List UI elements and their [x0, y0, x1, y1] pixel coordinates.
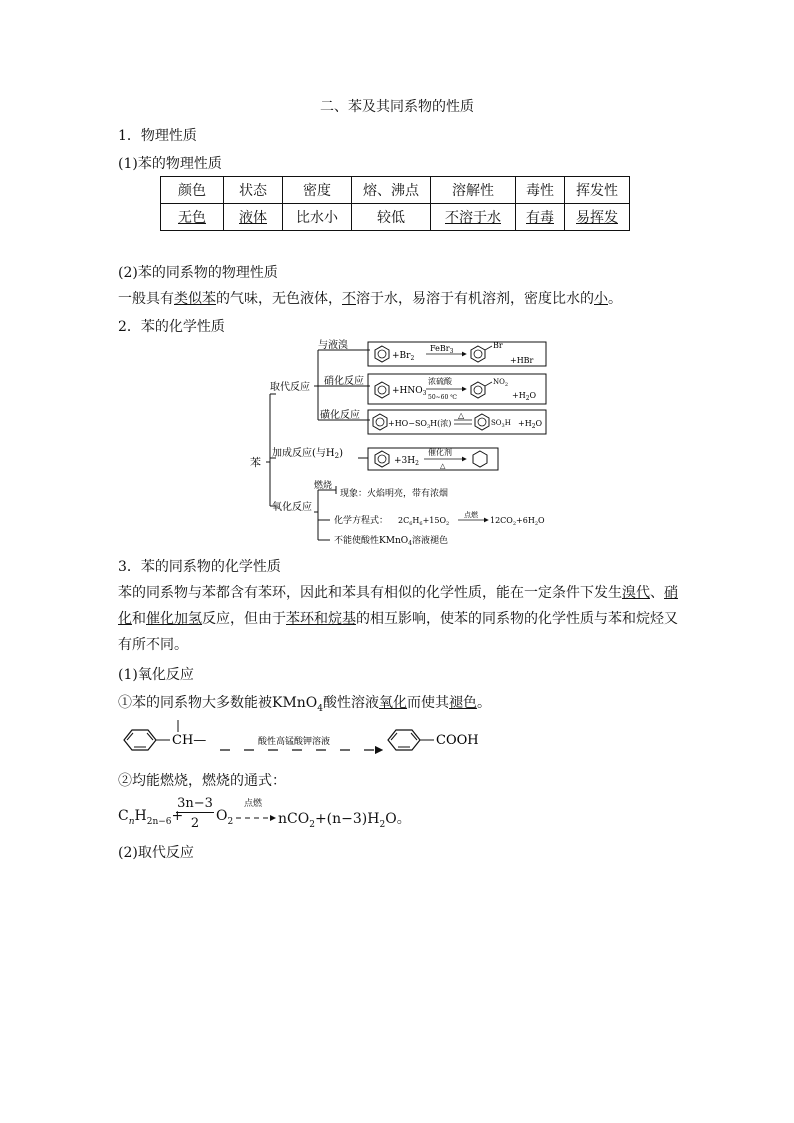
substitution-label: 取代反应 [270, 382, 310, 393]
subscript: 2 [410, 355, 415, 362]
text: 溶液褪色 [411, 536, 448, 546]
table-header-cell: 颜色 [161, 177, 224, 204]
r2-reagent [392, 386, 427, 397]
text: 。 [477, 695, 492, 711]
subscript: 4 [317, 703, 324, 714]
subscript: 6 [419, 521, 423, 527]
combustion-equation-lhs [398, 516, 449, 527]
combustion-condition: 点燃 [464, 511, 478, 519]
text: H [504, 419, 511, 427]
blank-answer: 溴代 [622, 585, 650, 601]
r3-condition-heat: △ [458, 411, 465, 420]
subscript: 2 [415, 460, 419, 467]
table-cell [283, 204, 352, 231]
text: +Br [392, 351, 411, 361]
benzene-ring-icon [373, 414, 387, 430]
text: 苯的同系物与苯都含有苯环，因此和苯具有相似的化学性质，能在一定条件下发生 [118, 585, 622, 601]
fraction-denominator: 2 [190, 816, 200, 831]
r1-byproduct: +HBr [510, 356, 534, 365]
cyclohexane-ring-icon [473, 451, 487, 467]
subscript: 2 [379, 819, 386, 830]
subscript: 2 [525, 395, 530, 402]
text: O [538, 516, 545, 525]
table-header-cell: 状态 [224, 177, 283, 204]
text: 溶于水，易溶于有机溶剂，密度比水的 [356, 291, 594, 307]
combustion-equation-rhs [490, 516, 545, 527]
table-cell: 易挥发 [576, 210, 618, 226]
kmno4-note [334, 534, 448, 547]
text: O [529, 391, 537, 400]
r2-byproduct [512, 391, 537, 402]
heading-physical-properties: 1．物理性质 [118, 128, 197, 144]
table-cell: 无色 [178, 210, 206, 226]
add-condition-heat: △ [440, 462, 446, 470]
text: NO [493, 378, 505, 386]
text: +(n−3)H [314, 811, 380, 827]
text: 和 [132, 611, 146, 627]
subscript: 2 [534, 521, 539, 527]
subscript: n [128, 816, 135, 827]
text: 一般具有 [118, 291, 174, 307]
bromination-label: 与液溴 [318, 340, 348, 351]
oxidation-label: 氧化反应 [272, 502, 312, 513]
blank-answer: 类似苯 [174, 291, 216, 307]
benzene-ring-icon [471, 382, 485, 398]
carboxyl-product: COOH [436, 733, 479, 748]
subscript: 3 [501, 423, 505, 429]
oxidation-paragraph [118, 692, 491, 714]
physical-properties-table [160, 176, 630, 231]
equation-label: 化学方程式： [334, 516, 389, 526]
table-header-row [161, 177, 630, 204]
text: 12CO [490, 516, 513, 525]
text: FeBr [430, 344, 450, 353]
benzene-ring-icon [124, 730, 156, 750]
r3-reagent [388, 418, 451, 430]
dashed-arrow [236, 810, 276, 818]
text: + [171, 808, 184, 824]
benzene-ring-icon [388, 730, 420, 750]
text: +H [518, 419, 532, 428]
table-cell-value: 比水小 [296, 210, 338, 226]
text: H [412, 516, 420, 525]
combustion-phenomenon: 现象：火焰明亮，带有浓烟 [340, 489, 449, 499]
subscript: 2 [531, 423, 536, 430]
table-header-cell: 熔、沸点 [352, 177, 431, 204]
text: 的相互影响，使苯的同系物的化学性质与苯和烷烃又有所不同。 [118, 611, 678, 653]
section-title: 二、苯及其同系物的性质 [320, 99, 474, 115]
text: 2C [398, 516, 410, 525]
text: nCO [278, 811, 310, 827]
subscript: 3 [426, 424, 431, 430]
text: +15O [422, 516, 447, 525]
text: +HO−SO [388, 419, 427, 428]
homologue-chemical-paragraph [118, 580, 678, 658]
table-cell: 较低 [352, 204, 431, 231]
subscript: 2 [227, 816, 234, 827]
nitration-label: 硝化反应 [324, 376, 364, 387]
benzene-ring-icon [375, 451, 389, 467]
sub-heading-substitution: (2)取代反应 [118, 845, 194, 861]
homologue-physical-paragraph [118, 288, 622, 308]
r3-product [491, 419, 511, 429]
heading-homologue-chemical: 3．苯的同系物的化学性质 [118, 559, 281, 575]
r1-reagent [392, 351, 414, 362]
oxidation-condition: 酸性高锰酸钾溶液 [258, 737, 331, 747]
text: 、 [650, 585, 664, 601]
text: 加成反应(与H [272, 448, 335, 459]
ch-group: CH— [172, 733, 207, 748]
table-header-cell: 溶解性 [431, 177, 516, 204]
subscript: 4 [408, 540, 412, 547]
benzene-ring-icon [375, 382, 389, 398]
benzene-reaction-diagram [240, 336, 560, 550]
subscript: 2 [334, 452, 340, 460]
side-chain-oxidation-reaction [114, 716, 514, 760]
subscript: 2n−6 [146, 816, 172, 827]
benzene-ring-icon [475, 414, 489, 430]
blank-answer: 褪色 [449, 695, 478, 711]
heading-chemical-properties: 2．苯的化学性质 [118, 319, 225, 335]
subscript: 3 [449, 348, 454, 355]
combustion-intro: ②均能燃烧，燃烧的通式： [118, 773, 286, 789]
fraction-numerator: 3n−3 [177, 796, 213, 811]
text: 而使其 [407, 695, 450, 711]
text: SO [491, 419, 502, 427]
benzene-ring-icon [375, 346, 389, 362]
table-cell: 有毒 [526, 210, 554, 226]
subscript: 2 [512, 521, 517, 527]
oxygen [216, 808, 233, 827]
text: 。 [608, 291, 622, 307]
r1-product: Br [493, 341, 503, 350]
text: 的气味，无色液体， [216, 291, 342, 307]
subscript: 3 [422, 390, 427, 397]
text: O。 [385, 811, 411, 827]
table-header-cell: 挥发性 [565, 177, 630, 204]
text: O [535, 419, 543, 428]
sulfonation-label: 磺化反应 [320, 410, 360, 421]
blank-answer: 不 [342, 291, 356, 307]
text: H [134, 808, 147, 824]
table-header-cell: 毒性 [516, 177, 565, 204]
diagram-root: 苯 [250, 456, 261, 469]
add-reagent [394, 456, 419, 467]
combustion-condition: 点燃 [244, 799, 263, 809]
text: C [118, 808, 129, 824]
benzene-ring-icon [471, 346, 485, 362]
blank-answer: 氧化 [379, 695, 408, 711]
r2-condition-acid: 浓硫酸 [428, 377, 452, 386]
blank-answer: 苯环和烷基 [286, 611, 356, 627]
subscript: 2 [504, 382, 509, 388]
text: O [216, 808, 228, 824]
table-row [161, 204, 630, 231]
sub-heading-oxidation: (1)氧化反应 [118, 667, 194, 683]
text: 反应，但由于 [202, 611, 286, 627]
r1-catalyst [430, 344, 454, 355]
equation-rhs [278, 808, 411, 830]
text: ①苯的同系物大多数能被KMnO [118, 695, 318, 711]
text: +H [512, 391, 526, 400]
subscript: 6 [409, 521, 413, 527]
addition-label [272, 446, 343, 460]
r2-product [493, 378, 508, 388]
table-cell: 液体 [239, 210, 267, 226]
subscript: 2 [309, 819, 315, 830]
add-catalyst: 催化剂 [428, 448, 452, 457]
sub-heading-benzene-physical: (1)苯的物理性质 [118, 156, 222, 172]
subscript: 2 [446, 521, 450, 527]
table-cell: 不溶于水 [445, 210, 501, 226]
text: 酸性溶液 [323, 695, 380, 711]
blank-answer: 小 [594, 291, 608, 307]
text: +3H [394, 456, 416, 466]
text: +HNO [392, 386, 423, 396]
blank-answer: 硝化 [118, 585, 678, 627]
combustion-label: 燃烧 [314, 481, 333, 491]
text: ) [339, 448, 343, 459]
text: 不能使酸性KMnO [334, 536, 409, 546]
text: +6H [516, 516, 535, 525]
r3-byproduct [518, 419, 543, 430]
text: H(浓) [430, 419, 452, 428]
equation-lhs [118, 808, 183, 827]
blank-answer: 催化加氢 [146, 611, 202, 627]
sub-heading-homologue-physical: (2)苯的同系物的物理性质 [118, 265, 278, 281]
table-header-cell: 密度 [283, 177, 352, 204]
r2-condition-temp: 50~60 ℃ [428, 394, 457, 401]
